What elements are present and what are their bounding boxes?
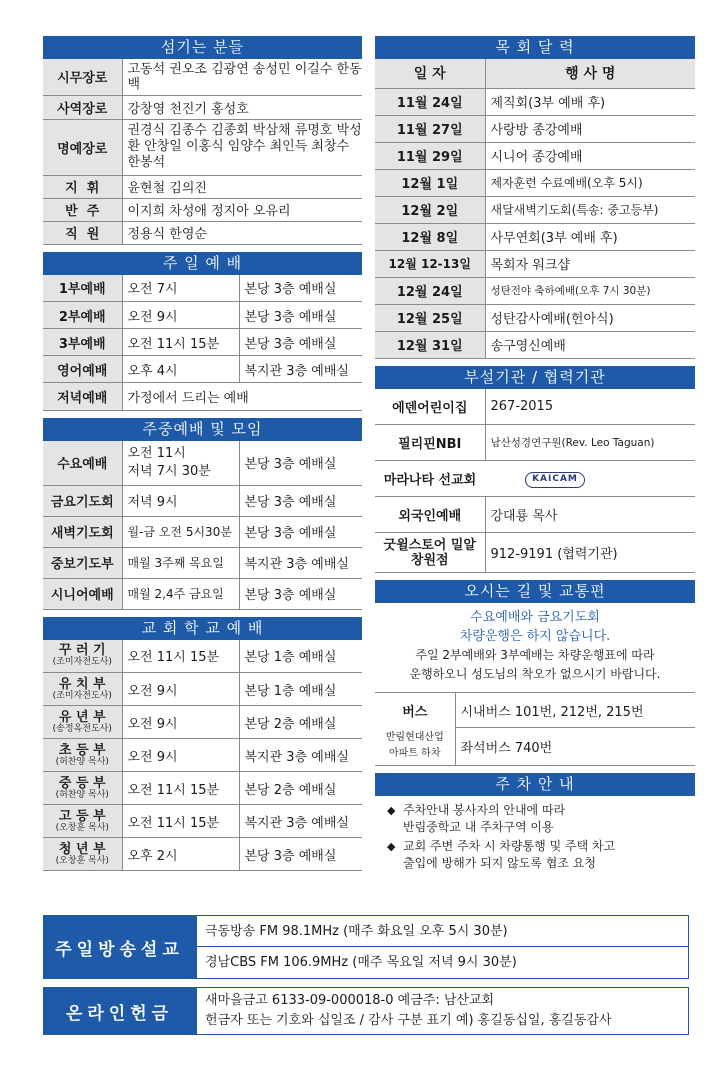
school-row	[43, 640, 362, 673]
partner-label: 필리핀NBI	[375, 425, 485, 461]
parking-item	[387, 802, 695, 836]
parking-list	[375, 796, 695, 872]
parking-item	[387, 838, 695, 872]
sunday-place: 복지관 3층 예배실	[239, 356, 362, 383]
calendar-row	[375, 88, 695, 115]
sunday-table	[43, 275, 362, 412]
diamond-bullet-icon: ◆	[387, 840, 396, 853]
school-label	[43, 805, 122, 838]
serve-row	[43, 198, 362, 221]
partner-value: 남산성경연구원(Rev. Leo Taguan)	[485, 425, 695, 461]
bus-seat: 좌석버스 740번	[455, 728, 695, 766]
weekday-time: 매월 3주째 목요일	[122, 547, 239, 578]
calendar-header: 목 회 달 력	[375, 36, 695, 59]
calendar-row	[375, 196, 695, 223]
serve-value: 윤현철 김의진	[122, 175, 362, 198]
calendar-date: 12월 1일	[375, 169, 485, 196]
sunday-place: 본당 3층 예배실	[239, 329, 362, 356]
weekday-label: 시니어예배	[43, 578, 122, 609]
calendar-row	[375, 169, 695, 196]
calendar-event: 목회자 워크샵	[485, 250, 695, 277]
school-place: 본당 1층 예배실	[239, 673, 362, 706]
sunday-place: 본당 3층 예배실	[239, 275, 362, 302]
sunday-row	[43, 383, 362, 411]
right-column	[375, 36, 695, 872]
serve-label: 직 원	[43, 221, 122, 244]
sunday-time: 오전 11시 15분	[122, 329, 239, 356]
calendar-date: 11월 29일	[375, 142, 485, 169]
partner-value: 강대룡 목사	[485, 497, 695, 533]
partner-label: 에덴어린이집	[375, 389, 485, 425]
calendar-table	[375, 59, 695, 359]
calendar-row	[375, 250, 695, 277]
offering-title: 온라인헌금	[43, 987, 196, 1035]
school-leader: (오창훈 목사)	[55, 855, 109, 866]
parking-item-line: 주차안내 봉사자의 안내에 따라	[403, 803, 566, 817]
school-table	[43, 640, 362, 872]
parking-header: 주 차 안 내	[375, 773, 695, 796]
offering-line-1: 새마을금고 6133-09-000018-0 예금주: 남산교회	[205, 993, 495, 1008]
school-time: 오전 11시 15분	[122, 805, 239, 838]
directions-notice-2: 차량운행은 하지 않습니다.	[459, 629, 611, 644]
broadcast-line-2: 경남CBS FM 106.9MHz (매주 목요일 저녁 9시 30분)	[205, 955, 517, 970]
school-label	[43, 673, 122, 706]
kaicam-logo: KAICAM	[525, 472, 585, 488]
parking-item-line: 교회 주변 주차 시 차량통행 및 주택 차고	[403, 839, 616, 853]
sunday-row	[43, 302, 362, 329]
calendar-row	[375, 142, 695, 169]
bus-stop	[375, 728, 455, 766]
calendar-date: 12월 25일	[375, 304, 485, 331]
calendar-event: 사무연회(3부 예배 후)	[485, 223, 695, 250]
partners-header: 부설기관 / 협력기관	[375, 366, 695, 389]
calendar-row	[375, 331, 695, 358]
school-label	[43, 838, 122, 871]
school-dept: 초 등 부	[58, 742, 106, 758]
serve-row	[43, 175, 362, 198]
sunday-label: 1부예배	[43, 275, 122, 302]
school-row	[43, 805, 362, 838]
directions-notice-1: 수요예배와 금요기도회	[470, 610, 600, 625]
sunday-row	[43, 329, 362, 356]
offering-body	[196, 987, 689, 1035]
calendar-event: 성탄전야 축하예배(오후 7시 30분)	[485, 277, 695, 304]
weekday-label: 중보기도부	[43, 547, 122, 578]
calendar-event: 송구영신예배	[485, 331, 695, 358]
serve-value: 고동석 권오조 김광연 송성민 이길수 한동백	[122, 59, 362, 95]
weekday-place: 본당 3층 예배실	[239, 441, 362, 485]
school-time: 오전 11시 15분	[122, 772, 239, 805]
calendar-date: 11월 27일	[375, 115, 485, 142]
calendar-date: 12월 24일	[375, 277, 485, 304]
school-leader: (오창훈 목사)	[55, 822, 109, 833]
weekday-place: 복지관 3층 예배실	[239, 547, 362, 578]
serve-label: 지 휘	[43, 175, 122, 198]
school-place: 복지관 3층 예배실	[239, 739, 362, 772]
calendar-date: 12월 8일	[375, 223, 485, 250]
sunday-label: 저녁예배	[43, 383, 122, 411]
partner-value: 912-9191 (협력기관)	[485, 533, 695, 573]
school-dept: 유 치 부	[58, 676, 106, 692]
partner-row	[375, 533, 695, 573]
weekday-place: 본당 3층 예배실	[239, 516, 362, 547]
weekday-row	[43, 485, 362, 516]
offering-line-2: 헌금자 또는 기호와 십일조 / 감사 구분 표기 예) 홍길동십일, 홍길동감사	[205, 1013, 612, 1028]
school-leader: (허찬양 목사)	[55, 789, 109, 800]
serve-value: 정용식 한영순	[122, 221, 362, 244]
sunday-label: 영어예배	[43, 356, 122, 383]
offering-box	[43, 987, 689, 1035]
school-dept: 고 등 부	[58, 808, 106, 824]
school-leader: (조미자전도사)	[52, 690, 112, 701]
broadcast-box	[43, 915, 689, 979]
sunday-label: 3부예배	[43, 329, 122, 356]
school-dept: 중 등 부	[58, 775, 106, 791]
broadcast-body	[196, 915, 689, 979]
bus-row	[375, 728, 695, 766]
weekday-time: 매월 2,4주 금요일	[122, 578, 239, 609]
school-place: 본당 2층 예배실	[239, 706, 362, 739]
bus-stop-2: 아파트 하차	[389, 748, 441, 760]
partner-row	[375, 461, 695, 497]
partner-row	[375, 497, 695, 533]
sunday-row	[43, 356, 362, 383]
sunday-header: 주 일 예 배	[43, 252, 362, 275]
calendar-date: 11월 24일	[375, 88, 485, 115]
calendar-date: 12월 31일	[375, 331, 485, 358]
partner-label: 마라나타 선교회	[375, 461, 485, 497]
partner-row	[375, 389, 695, 425]
calendar-col-date: 일 자	[375, 59, 485, 88]
sunday-place: 본당 3층 예배실	[239, 302, 362, 329]
bus-city: 시내버스 101번, 212번, 215번	[455, 693, 695, 728]
sunday-time: 오전 9시	[122, 302, 239, 329]
school-time: 오전 9시	[122, 739, 239, 772]
school-label	[43, 640, 122, 673]
weekday-row	[43, 547, 362, 578]
serve-header: 섬기는 분들	[43, 36, 362, 59]
school-time: 오전 11시 15분	[122, 640, 239, 673]
calendar-event: 제직회(3부 예배 후)	[485, 88, 695, 115]
bus-row	[375, 693, 695, 728]
diamond-bullet-icon: ◆	[387, 804, 396, 817]
serve-row	[43, 221, 362, 244]
serve-label: 명예장로	[43, 119, 122, 175]
partner-row	[375, 425, 695, 461]
school-dept: 꾸 러 기	[58, 643, 106, 659]
weekday-time-2: 저녁 7시 30분	[127, 463, 211, 479]
calendar-event: 시니어 종강예배	[485, 142, 695, 169]
school-place: 본당 3층 예배실	[239, 838, 362, 871]
school-row	[43, 772, 362, 805]
serve-value: 강창영 천진기 홍성호	[122, 95, 362, 119]
serve-label: 사역장로	[43, 95, 122, 119]
calendar-date: 12월 2일	[375, 196, 485, 223]
directions-header: 오시는 길 및 교통편	[375, 580, 695, 603]
calendar-head-row	[375, 59, 695, 88]
school-dept: 청 년 부	[58, 841, 106, 857]
broadcast-title: 주일방송설교	[43, 915, 196, 979]
calendar-event: 새달새벽기도회(특송: 중고등부)	[485, 196, 695, 223]
school-row	[43, 739, 362, 772]
serve-value: 권경식 김종수 김종회 박삼채 류명호 박성환 안창일 이홍식 임양수 최인득 최창수 한봉석	[122, 119, 362, 175]
calendar-date: 12월 12-13일	[375, 250, 485, 277]
serve-table	[43, 59, 362, 245]
calendar-col-event: 행 사 명	[485, 59, 695, 88]
partner-value: 267-2015	[485, 389, 695, 425]
weekday-label: 수요예배	[43, 441, 122, 485]
parking-item-line: 출입에 방해가 되지 않도록 협조 요청	[403, 856, 596, 870]
serve-label: 반 주	[43, 198, 122, 221]
school-label	[43, 772, 122, 805]
calendar-event: 사랑방 종강예배	[485, 115, 695, 142]
sunday-time: 오후 4시	[122, 356, 239, 383]
weekday-row	[43, 516, 362, 547]
directions-text-1: 주일 2부예배와 3부예배는 차량운행표에 따라	[415, 648, 655, 662]
school-leader: (허찬양 목사)	[55, 756, 109, 767]
weekday-header: 주중예배 및 모임	[43, 418, 362, 441]
calendar-row	[375, 277, 695, 304]
serve-row	[43, 59, 362, 95]
school-time: 오전 9시	[122, 673, 239, 706]
calendar-event: 성탄감사예배(헌아식)	[485, 304, 695, 331]
serve-label: 시무장로	[43, 59, 122, 95]
sunday-time: 가정에서 드리는 예배	[122, 383, 362, 411]
directions-text-2: 운행하오니 성도님의 착오가 없으시기 바랍니다.	[409, 667, 661, 681]
partners-table	[375, 389, 695, 574]
school-place: 복지관 3층 예배실	[239, 805, 362, 838]
bus-table	[375, 692, 695, 766]
school-time: 오전 9시	[122, 706, 239, 739]
weekday-table	[43, 441, 362, 610]
school-dept: 유 년 부	[58, 709, 106, 725]
weekday-time-1: 오전 11시	[127, 445, 186, 461]
school-label	[43, 706, 122, 739]
bus-label: 버스	[375, 693, 455, 728]
weekday-place: 본당 3층 예배실	[239, 578, 362, 609]
school-place: 본당 1층 예배실	[239, 640, 362, 673]
weekday-place: 본당 3층 예배실	[239, 485, 362, 516]
calendar-event: 제자훈련 수료예배(오후 5시)	[485, 169, 695, 196]
school-header: 교 회 학 교 예 배	[43, 617, 362, 640]
school-time: 오후 2시	[122, 838, 239, 871]
school-place: 본당 2층 예배실	[239, 772, 362, 805]
school-leader: (조미자전도사)	[52, 657, 112, 668]
school-row	[43, 706, 362, 739]
serve-row	[43, 95, 362, 119]
serve-value: 이지희 차성애 정지아 오유리	[122, 198, 362, 221]
sunday-row	[43, 275, 362, 302]
weekday-row	[43, 441, 362, 485]
broadcast-line-1: 극동방송 FM 98.1MHz (매주 화요일 오후 5시 30분)	[197, 916, 688, 947]
school-leader: (송정옥전도사)	[52, 723, 112, 734]
sunday-time: 오전 7시	[122, 275, 239, 302]
partner-label: 굿윌스토어 밀알창원점	[375, 533, 485, 573]
calendar-row	[375, 304, 695, 331]
weekday-label: 금요기도회	[43, 485, 122, 516]
school-label	[43, 739, 122, 772]
left-column	[43, 36, 362, 871]
weekday-row	[43, 578, 362, 609]
weekday-time	[122, 441, 239, 485]
partner-value	[485, 461, 695, 497]
weekday-label: 새벽기도회	[43, 516, 122, 547]
directions-body	[375, 603, 695, 688]
partner-label: 외국인예배	[375, 497, 485, 533]
school-row	[43, 673, 362, 706]
school-row	[43, 838, 362, 871]
sunday-label: 2부예배	[43, 302, 122, 329]
calendar-row	[375, 223, 695, 250]
weekday-time: 월-금 오전 5시30분	[122, 516, 239, 547]
bus-stop-1: 반림현대산업	[385, 732, 444, 744]
calendar-row	[375, 115, 695, 142]
weekday-time: 저녁 9시	[122, 485, 239, 516]
parking-item-line: 반림중학교 내 주차구역 이용	[403, 820, 554, 834]
serve-row	[43, 119, 362, 175]
